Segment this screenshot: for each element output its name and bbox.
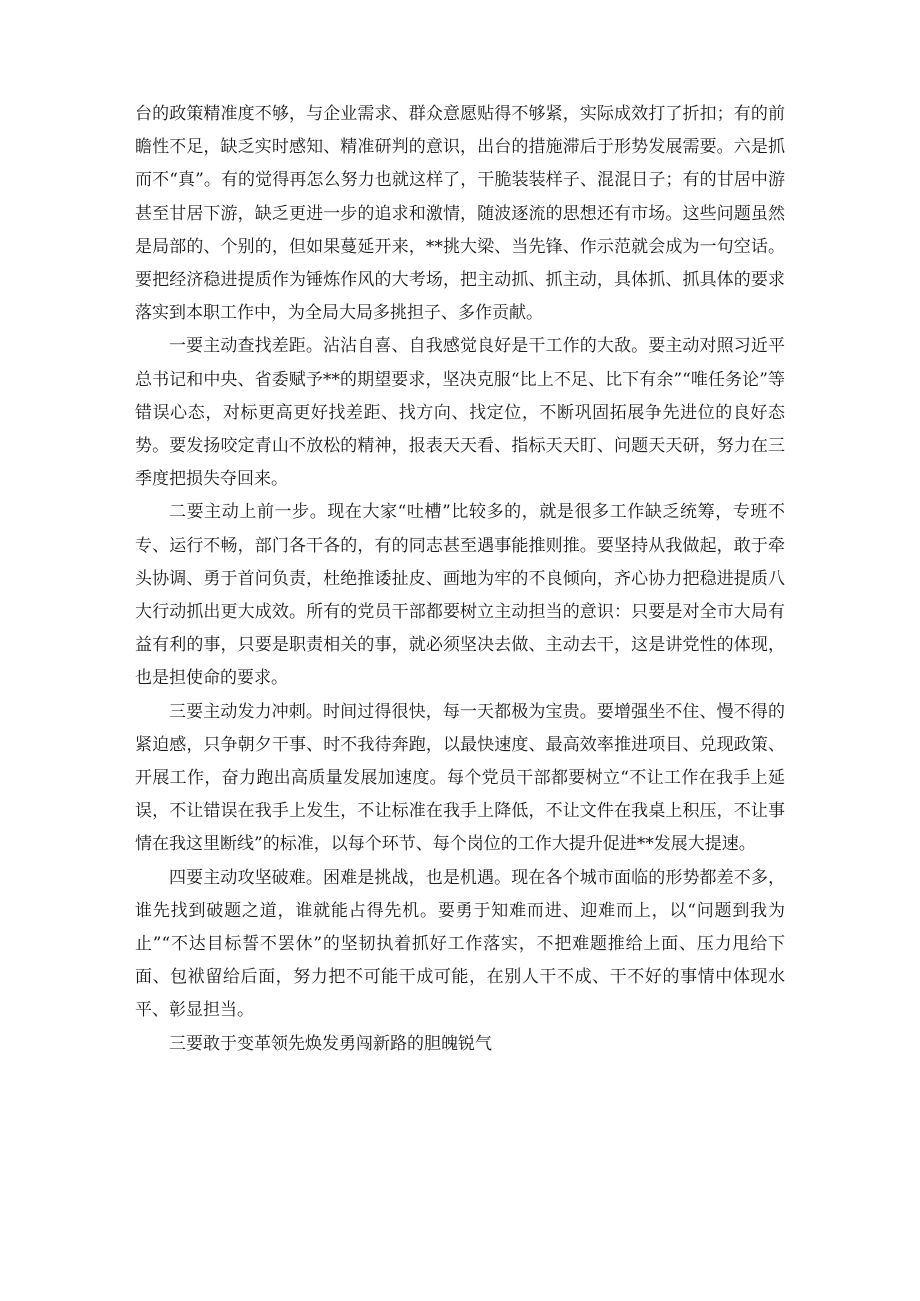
section-heading: 三要敢于变革领先焕发勇闯新路的胆魄锐气 xyxy=(169,1033,492,1054)
document-body xyxy=(135,98,785,1061)
paragraph-continued-text: 台的政策精准度不够，与企业需求、群众意愿贴得不够紧，实际成效打了折扣；有的前瞻性不足，缺乏实时感知、精准研判的意识，出台的措施滞后于形势发展需要。六是抓而不“真”。有的觉得再怎么努力也就这样了，干脆装装样子、混混日子；有的甘居中游甚至甘居下游，缺乏更进一步的追求和激情，随波逐流的思想还有市场。这些问题虽然是局部的、个别的，但如果蔓延开来，**挑大梁、当先锋、作示范就会成为一句空话。要把经济稳进提质作为锤炼作风的大考场，把主动抓、抓主动，具体抓、抓具体的要求落实到本职工作中，为全局大局多挑担子、多作贡献。 xyxy=(135,104,785,324)
paragraph-sprint: 三要主动发力冲刺。时间过得很快，每一天都极为宝贵。要增强坐不住、慢不得的紧迫感，只争朝夕干事、时不我待奔跑，以最快速度、最高效率推进项目、兑现政策、开展工作，奋力跑出高质量发展加速度。每个党员干部都要树立“不让工作在我手上延误，不让错误在我手上发生，不让标准在我手上降低，不让文件在我桌上积压，不让事情在我这里断线”的标准，以每个环节、每个岗位的工作大提升促进**发展大提速。 xyxy=(135,701,785,855)
paragraph-step-forward: 二要主动上前一步。现在大家“吐槽”比较多的，就是很多工作缺乏统筹，专班不专、运行不畅，部门各干各的，有的同志甚至遇事能推则推。要坚持从我做起，敢于牵头协调、勇于首问负责，杜绝推诿扯皮、画地为牢的不良倾向，齐心协力把稳进提质八大行动抓出更大成效。所有的党员干部都要树立主动担当的意识：只要是对全市大局有益有利的事，只要是职责相关的事，就必须坚决去做、主动去干，这是讲党性的体现，也是担使命的要求。 xyxy=(135,502,785,689)
paragraph-find-gaps: 一要主动查找差距。沾沾自喜、自我感觉良好是干工作的大敌。要主动对照习近平总书记和中央、省委赋予**的期望要求，坚决克服“比上不足、比下有余”“唯任务论”等错误心态，对标更高更好找差距、找方向、找定位，不断巩固拓展争先进位的良好态势。要发扬咬定青山不放松的精神，报表天天看、指标天天盯、问题天天研，努力在三季度把损失夺回来。 xyxy=(135,336,785,490)
paragraph-overcome-difficulties: 四要主动攻坚破难。困难是挑战，也是机遇。现在各个城市面临的形势都差不多，谁先找到破题之道，谁就能占得先机。要勇于知难而进、迎难而上，以“问题到我为止”“不达目标誓不罢休”的坚韧执着抓好工作落实，不把难题推给上面、压力甩给下面、包袱留给后面，努力把不可能干成可能，在别人干不成、干不好的事情中体现水平、彰显担当。 xyxy=(135,867,785,1021)
